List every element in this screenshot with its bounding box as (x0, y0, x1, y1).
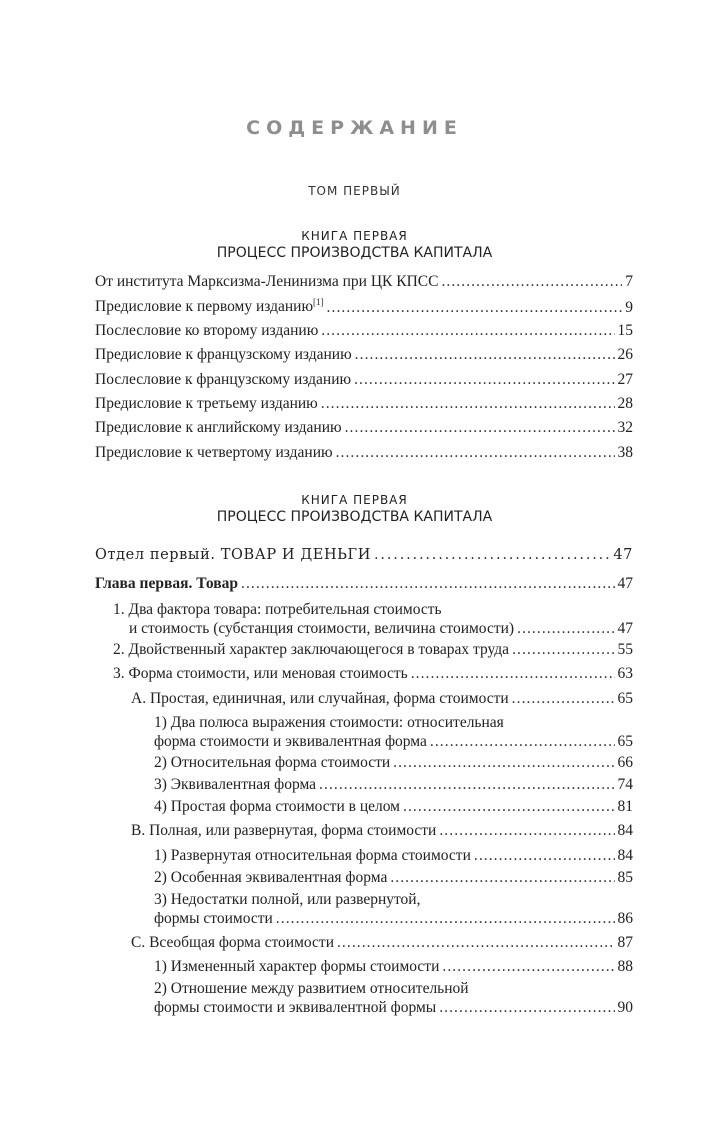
leader-dots (474, 847, 615, 865)
toc-item-a[interactable] (95, 690, 633, 714)
toc-entry-title: Предисловие к французскому изданию (95, 346, 352, 364)
toc-entry-preface-3[interactable] (95, 395, 633, 419)
leader-dots (354, 371, 614, 389)
toc-entry-page: 84 (617, 822, 633, 840)
toc-entry-title: А. Простая, единичная, или случайная, форма стоимости (131, 689, 509, 707)
toc-entry-title: С. Всеобщая форма стоимости (131, 933, 334, 951)
toc-entry-title: Предисловие к первому изданию[1] (95, 297, 324, 316)
toc-entry-title: 1) Развернутая относительная форма стоимости (154, 846, 471, 864)
book-heading-sup: КНИГА ПЕРВАЯ (301, 493, 408, 507)
leader-dots (430, 733, 615, 751)
toc-item-c2[interactable] (95, 980, 633, 1020)
toc-entry-title: 2) Относительная форма стоимости (154, 754, 391, 772)
leader-dots (374, 547, 610, 563)
toc-entry-page: 9 (625, 298, 633, 316)
toc-entry-preface-fr[interactable] (95, 346, 633, 370)
toc-entry-page: 15 (617, 321, 633, 339)
toc-entry-page: 7 (625, 273, 633, 290)
book-heading-1 (0, 228, 709, 263)
toc-entry-title: 3) Недостатки полной, или развернутой, (154, 890, 421, 908)
toc-item-b3[interactable] (95, 891, 633, 934)
toc-entry-page: 47 (613, 547, 633, 563)
leader-dots (321, 395, 615, 413)
toc-entry-institute[interactable] (95, 273, 633, 297)
toc-entry-page: 55 (617, 641, 633, 658)
toc-entry-page: 66 (617, 754, 633, 772)
leader-dots (321, 322, 614, 340)
book-heading-sup: КНИГА ПЕРВАЯ (301, 229, 408, 243)
toc-entry-page: 86 (617, 909, 633, 927)
toc-entry-page: 87 (617, 933, 633, 951)
toc-item-a4[interactable] (95, 798, 633, 822)
leader-dots (345, 419, 615, 437)
leader-dots (411, 665, 615, 683)
toc-entry-page: 26 (617, 346, 633, 364)
leader-dots (276, 910, 615, 928)
toc-entry-title: От института Марксизма-Ленинизма при ЦК КПСС (95, 273, 439, 290)
section-list (95, 547, 633, 1020)
toc-entry-title: Отдел первый. ТОВАР И ДЕНЬГИ (95, 547, 372, 563)
leader-dots (393, 754, 614, 772)
book-heading-main: ПРОЦЕСС ПРОИЗВОДСТВА КАПИТАЛА (216, 509, 493, 525)
toc-item-a1[interactable] (95, 714, 633, 754)
front-matter-list (95, 273, 633, 468)
leader-dots (441, 273, 622, 291)
book-heading-2 (0, 492, 709, 527)
toc-entry-title-cont: и стоимость (субстанция стоимости, величина стоимости) (129, 620, 515, 637)
toc-entry-page: 38 (617, 443, 633, 461)
leader-dots (517, 620, 614, 638)
toc-entry-title: 1) Измененный характер формы стоимости (154, 957, 440, 975)
leader-dots (512, 641, 614, 659)
toc-entry-page: 65 (617, 733, 633, 751)
toc-entry-page: 27 (617, 370, 633, 388)
toc-item-c[interactable] (95, 934, 633, 958)
leader-dots (337, 934, 615, 952)
toc-entry-afterword-2[interactable] (95, 322, 633, 346)
toc-entry-page: 74 (617, 776, 633, 794)
leader-dots (355, 346, 615, 364)
toc-section-1[interactable] (95, 547, 633, 575)
page-title: СОДЕРЖАНИЕ (246, 117, 463, 139)
leader-dots (336, 444, 615, 462)
toc-entry-afterword-fr[interactable] (95, 371, 633, 395)
leader-dots (327, 299, 623, 317)
leader-dots (241, 575, 615, 593)
toc-entry-title: Послесловие к французскому изданию (95, 370, 352, 388)
toc-entry-title: 2) Особенная эквивалентная форма (154, 868, 388, 886)
toc-item-b2[interactable] (95, 869, 633, 891)
toc-entry-title: Предисловие к четвертому изданию (95, 443, 333, 461)
toc-entry-title-cont: формы стоимости и эквивалентной формы (154, 998, 437, 1016)
toc-item-1[interactable] (95, 601, 633, 641)
toc-entry-title: 2) Отношение между развитием относительной (154, 979, 469, 997)
toc-item-c1[interactable] (95, 958, 633, 980)
toc-entry-page: 63 (617, 665, 633, 683)
toc-chapter-1[interactable] (95, 575, 633, 601)
toc-item-b[interactable] (95, 822, 633, 846)
toc-item-3[interactable] (95, 665, 633, 689)
toc-entry-page: 81 (617, 798, 633, 816)
toc-item-b1[interactable] (95, 847, 633, 869)
toc-entry-title: 1) Два полюса выражения стоимости: относительная (154, 714, 504, 732)
toc-entry-preface-1[interactable] (95, 297, 633, 321)
toc-entry-title: Предисловие к английскому изданию (95, 419, 342, 437)
leader-dots (512, 690, 615, 708)
volume-heading: ТОМ ПЕРВЫЙ (308, 184, 401, 198)
leader-dots (403, 798, 615, 816)
toc-entry-page: 32 (617, 419, 633, 437)
leader-dots (439, 822, 614, 840)
leader-dots (442, 958, 614, 976)
toc-entry-page: 28 (617, 394, 633, 412)
toc-entry-title: Глава первая. Товар (95, 575, 238, 592)
toc-item-a3[interactable] (95, 776, 633, 798)
toc-entry-preface-4[interactable] (95, 444, 633, 468)
toc-entry-page: 84 (617, 846, 633, 864)
toc-entry-title: Предисловие к третьему изданию (95, 394, 318, 412)
toc-entry-title-cont: формы стоимости (154, 909, 273, 927)
toc-entry-title-cont: форма стоимости и эквивалентная форма (154, 733, 427, 751)
toc-entry-title: Послесловие ко второму изданию (95, 321, 319, 339)
toc-entry-title: 2. Двойственный характер заключающегося в товарах труда (113, 641, 510, 658)
toc-entry-page: 65 (617, 689, 633, 707)
toc-entry-page: 90 (617, 998, 633, 1016)
toc-item-a2[interactable] (95, 754, 633, 776)
toc-entry-title: 3) Эквивалентная форма (154, 776, 317, 794)
toc-entry-preface-en[interactable] (95, 419, 633, 443)
toc-item-2[interactable] (95, 641, 633, 665)
toc-entry-title: 1. Два фактора товара: потребительная стоимость (113, 601, 442, 618)
leader-dots (319, 776, 614, 794)
toc-entry-page: 88 (617, 957, 633, 975)
toc-entry-page: 85 (617, 868, 633, 886)
toc-entry-page: 47 (617, 620, 633, 637)
leader-dots (390, 869, 614, 887)
footnote-ref[interactable]: [1] (313, 297, 324, 308)
toc-entry-page: 47 (617, 575, 633, 592)
toc-entry-title: 3. Форма стоимости, или меновая стоимость (113, 665, 408, 683)
toc-entry-title: В. Полная, или развернутая, форма стоимости (131, 822, 437, 840)
toc-entry-title: 4) Простая форма стоимости в целом (154, 798, 400, 816)
leader-dots (439, 999, 614, 1017)
book-heading-main: ПРОЦЕСС ПРОИЗВОДСТВА КАПИТАЛА (216, 245, 493, 261)
